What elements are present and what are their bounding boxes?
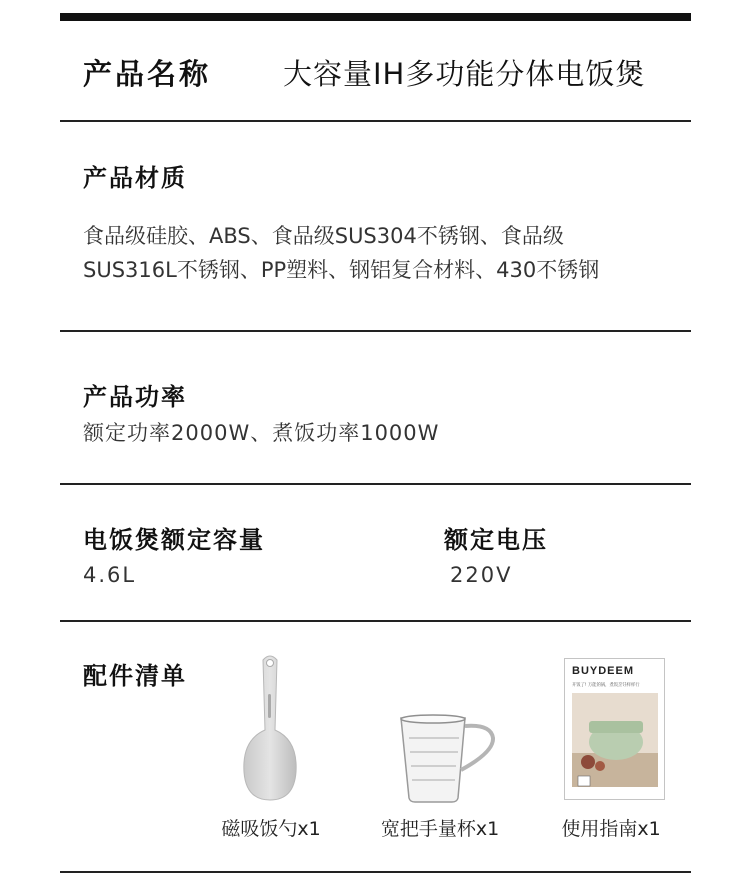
section-divider <box>60 330 691 332</box>
section-divider <box>60 620 691 622</box>
rice-spoon-icon <box>240 652 300 802</box>
guide-caption: 使用指南x1 <box>561 818 661 840</box>
voltage-label: 额定电压 <box>444 526 548 554</box>
measuring-cup-icon <box>395 712 500 804</box>
capacity-label: 电饭煲额定容量 <box>83 526 265 554</box>
product-name-label: 产品名称 <box>83 57 212 91</box>
capacity-value: 4.6L <box>83 563 137 587</box>
power-label: 产品功率 <box>83 383 187 411</box>
accessories-label: 配件清单 <box>83 662 187 690</box>
material-line-1: 食品级硅胶、ABS、食品级SUS304不锈钢、食品级 <box>83 224 564 248</box>
guide-tagline-text: 开饭了! 万能的锅，煮饭烹饪样样行 <box>572 683 640 688</box>
product-name-value: 大容量IH多功能分体电饭煲 <box>283 57 646 91</box>
spoon-caption: 磁吸饭勺x1 <box>221 818 321 840</box>
user-guide-icon <box>564 658 665 800</box>
power-value: 额定功率2000W、煮饭功率1000W <box>83 421 440 445</box>
section-divider <box>60 120 691 122</box>
section-divider <box>60 483 691 485</box>
guide-brand-text: BUYDEEM <box>572 665 635 677</box>
material-label: 产品材质 <box>83 164 187 192</box>
bottom-divider <box>60 871 691 873</box>
top-divider <box>60 13 691 21</box>
voltage-value: 220V <box>450 563 513 587</box>
material-line-2: SUS316L不锈钢、PP塑料、钢铝复合材料、430不锈钢 <box>83 258 600 282</box>
cup-caption: 宽把手量杯x1 <box>380 818 500 840</box>
